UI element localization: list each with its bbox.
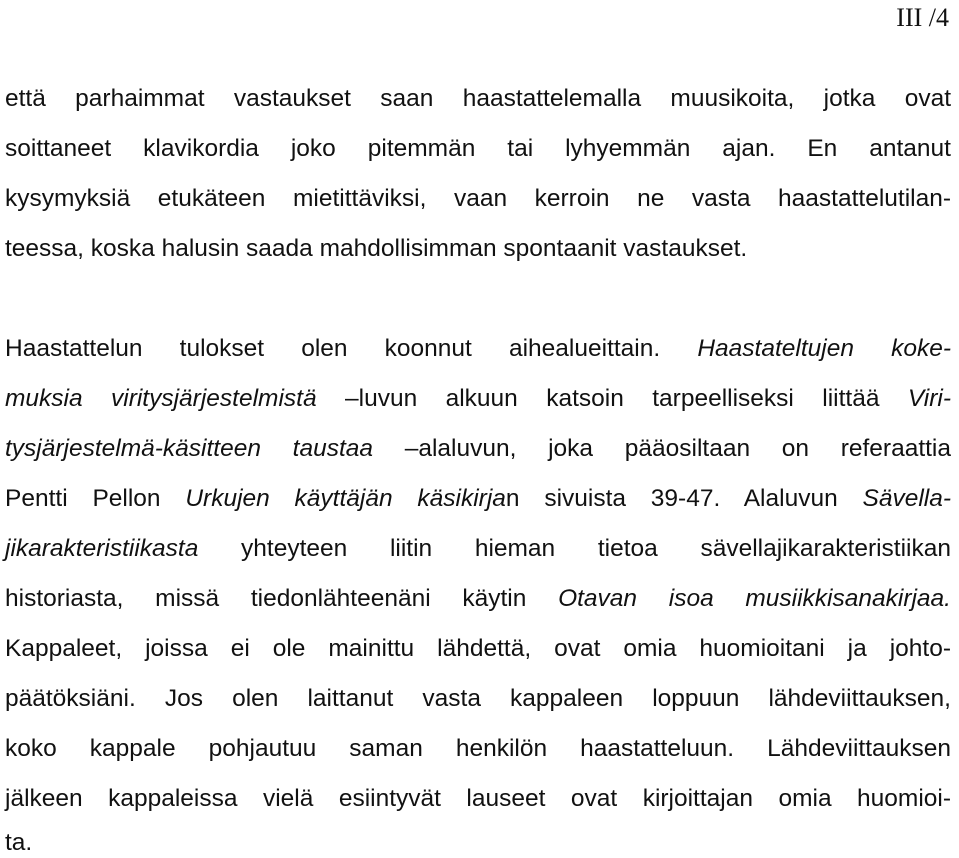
text-line bbox=[5, 584, 951, 614]
italic-title: Sävella- bbox=[862, 485, 952, 512]
text-line bbox=[5, 384, 951, 414]
text-line: kysymyksiä etukäteen mietittäviksi, vaan kerroin ne vasta haastattelutilan- bbox=[5, 185, 951, 212]
text-line: jälkeen kappaleissa vielä esiintyvät lauseet ovat kirjoittajan omia huomioi- bbox=[5, 785, 951, 812]
text-line: soittaneet klavikordia joko pitemmän tai lyhyemmän ajan. En antanut bbox=[5, 135, 951, 162]
text-span: –luvun alkuun katsoin tarpeelliseksi liittää bbox=[345, 385, 880, 412]
text-span: n sivuista 39-47. Alaluvun bbox=[505, 485, 838, 512]
text-span: Haastattelun tulokset olen koonnut aihealueittain. bbox=[5, 335, 661, 362]
text-line: että parhaimmat vastaukset saan haastattelemalla muusikoita, jotka ovat bbox=[5, 85, 951, 112]
text-span: historiasta, missä tiedonlähteenäni käytin bbox=[5, 585, 527, 612]
text-line: teessa, koska halusin saada mahdollisimman spontaanit vastaukset. bbox=[5, 235, 748, 262]
text-line: päätöksiäni. Jos olen laittanut vasta kappaleen loppuun lähdeviittauksen, bbox=[5, 685, 951, 712]
text-span: yhteyteen liitin hieman tietoa sävellajikarakteristiikan bbox=[241, 535, 951, 562]
italic-title: Haastateltujen koke- bbox=[697, 335, 951, 362]
text-span: –alaluvun, joka pääosiltaan on referaattia bbox=[404, 435, 951, 462]
italic-title: tysjärjestelmä-käsitteen taustaa bbox=[5, 435, 374, 462]
text-line bbox=[5, 434, 951, 464]
text-line: ta. bbox=[5, 829, 33, 856]
italic-title: Viri- bbox=[907, 385, 952, 412]
text-line: koko kappale pohjautuu saman henkilön haastatteluun. Lähdeviittauksen bbox=[5, 735, 951, 762]
italic-title: Urkujen käyttäjän käsikirja bbox=[185, 485, 506, 512]
text-span: Pentti Pellon bbox=[5, 485, 161, 512]
italic-title: jikarakteristiikasta bbox=[5, 535, 199, 562]
italic-title: Otavan isoa musiikkisanakirjaa. bbox=[558, 585, 951, 612]
text-line bbox=[5, 334, 951, 364]
page-number: III /4 bbox=[896, 3, 949, 32]
text-line bbox=[5, 534, 951, 564]
text-line: Kappaleet, joissa ei ole mainittu lähdettä, ovat omia huomioitani ja johto- bbox=[5, 635, 951, 662]
italic-title: muksia viritysjärjestelmistä bbox=[5, 385, 317, 412]
text-line bbox=[5, 484, 951, 514]
